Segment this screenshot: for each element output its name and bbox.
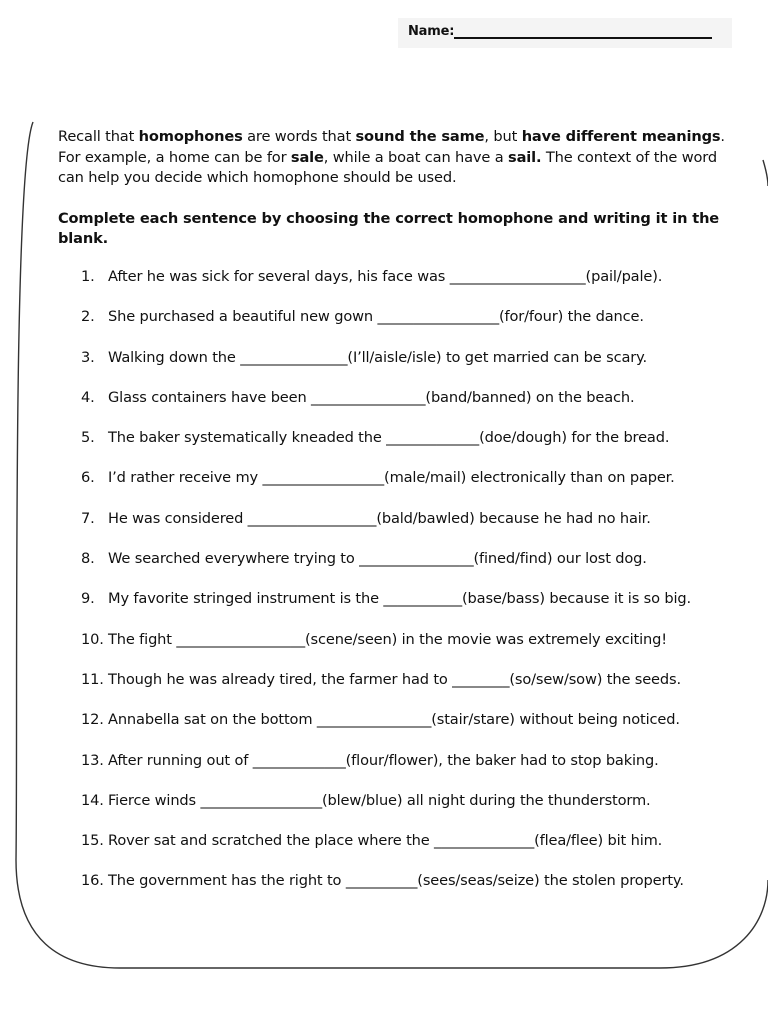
worksheet-content: [58, 127, 738, 890]
question-item: [58, 307, 738, 347]
question-text: She purchased a beautiful new gown _________________(for/four) the dance.: [108, 308, 644, 326]
question-number: 15.: [81, 832, 104, 850]
question-number: 16.: [81, 872, 104, 890]
intro-text: , but: [484, 128, 522, 145]
intro-bold-sale: sale: [290, 148, 324, 166]
question-item: [58, 791, 738, 831]
question-item: [58, 589, 738, 629]
question-text: Walking down the _______________(I’ll/aisle/isle) to get married can be scary.: [108, 348, 647, 366]
question-item: [58, 549, 738, 589]
question-text: Fierce winds _________________(blew/blue) all night during the thunderstorm.: [108, 791, 651, 809]
question-number: 12.: [81, 711, 104, 729]
intro-text: . For example, a home can be for: [58, 128, 725, 166]
question-text: Glass containers have been ________________(band/banned) on the beach.: [108, 388, 635, 406]
intro-paragraph: [58, 127, 738, 189]
question-number: 1.: [81, 268, 95, 285]
question-number: 4.: [81, 388, 95, 406]
intro-bold-sound-same: sound the same: [355, 128, 485, 145]
question-number: 13.: [81, 751, 104, 769]
question-item: [58, 751, 738, 791]
question-item: [58, 509, 738, 549]
intro-text: are words that: [242, 128, 356, 145]
question-text: Rover sat and scratched the place where the ______________(flea/flee) bit him.: [108, 832, 663, 850]
intro-text: , while a boat can have a: [323, 148, 509, 166]
question-item: [58, 428, 738, 468]
name-field-area: [398, 18, 732, 48]
question-item: [58, 388, 738, 428]
intro-bold-homophones: homophones: [138, 128, 243, 145]
intro-bold-sail: sail.: [508, 148, 542, 166]
question-number: 2.: [81, 308, 95, 326]
question-item: [58, 871, 738, 911]
intro-text: Recall that: [58, 128, 139, 145]
question-number: 6.: [81, 469, 95, 487]
question-text: I’d rather receive my _________________(male/mail) electronically than on paper.: [108, 469, 675, 487]
intro-text: The context of the word can help you decide which homophone should be used.: [58, 148, 718, 186]
question-item: [58, 831, 738, 871]
question-number: 10.: [81, 630, 104, 648]
question-item: [58, 670, 738, 710]
question-number: 11.: [81, 670, 104, 688]
question-item: [58, 267, 738, 307]
question-text: We searched everywhere trying to ________________(fined/find) our lost dog.: [108, 550, 647, 568]
name-label: Name:: [408, 24, 455, 39]
question-text: The fight __________________(scene/seen) in the movie was extremely exciting!: [108, 630, 667, 648]
question-item: [58, 348, 738, 388]
question-list: [58, 267, 738, 912]
question-number: 9.: [81, 590, 95, 608]
instruction-text: Complete each sentence by choosing the correct homophone and writing it in the blank.: [58, 209, 720, 247]
question-text: After running out of _____________(flour/flower), the baker had to stop baking.: [108, 751, 659, 769]
question-text: Though he was already tired, the farmer had to ________(so/sew/sow) the seeds.: [108, 670, 681, 688]
question-text: After he was sick for several days, his face was ___________________(pail/pale).: [108, 268, 663, 285]
question-text: Annabella sat on the bottom ________________(stair/stare) without being noticed.: [108, 711, 680, 729]
intro-bold-different-meanings: have different meanings: [521, 128, 721, 145]
question-text: The government has the right to __________(sees/seas/seize) the stolen property.: [108, 872, 684, 890]
name-blank-line: [454, 24, 712, 39]
question-text: My favorite stringed instrument is the ___________(base/bass) because it is so big.: [108, 590, 691, 608]
question-item: [58, 710, 738, 750]
question-number: 8.: [81, 550, 95, 568]
question-item: [58, 468, 738, 508]
question-text: He was considered __________________(bald/bawled) because he had no hair.: [108, 509, 651, 527]
question-text: The baker systematically kneaded the _____________(doe/dough) for the bread.: [108, 429, 670, 447]
question-number: 14.: [81, 791, 104, 809]
question-number: 5.: [81, 429, 95, 447]
question-item: [58, 630, 738, 670]
question-number: 3.: [81, 348, 95, 366]
question-number: 7.: [81, 509, 95, 527]
